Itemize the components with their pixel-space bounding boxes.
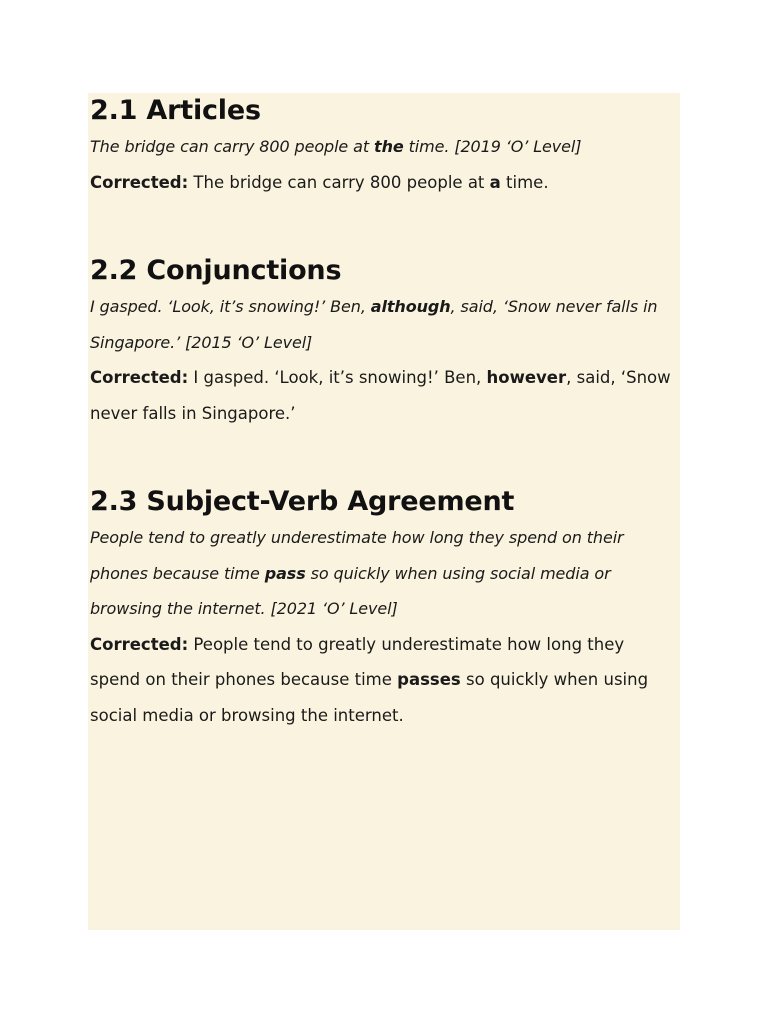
example-sentence: People tend to greatly underestimate how long they spend on their phones because time pass so quickly when using social media or browsing the internet. [2021 ‘O’ Level]: [90, 528, 624, 618]
corrected-word: passes: [397, 670, 461, 689]
content-panel: [88, 93, 680, 930]
section-heading: 2.2 Conjunctions: [90, 255, 342, 286]
section-conjunctions: [90, 253, 678, 431]
section-heading: 2.1 Articles: [90, 95, 261, 126]
corrected-sentence: Corrected: I gasped. ‘Look, it’s snowing!’ Ben, however, said, ‘Snow never falls in Singapore.’: [90, 368, 671, 423]
section-articles: [90, 93, 678, 200]
corrected-label: Corrected:: [90, 634, 189, 654]
error-word: the: [374, 137, 404, 156]
corrected-word: a: [489, 172, 501, 192]
section-subject-verb-agreement: [90, 484, 678, 733]
corrected-word: however: [486, 368, 567, 387]
example-sentence: I gasped. ‘Look, it’s snowing!’ Ben, although, said, ‘Snow never falls in Singapore.’ [2015 ‘O’ Level]: [90, 297, 658, 352]
example-sentence: The bridge can carry 800 people at the time. [2019 ‘O’ Level]: [90, 137, 582, 156]
corrected-sentence: Corrected: The bridge can carry 800 people at a time.: [90, 172, 549, 192]
corrected-label: Corrected:: [90, 368, 189, 387]
section-heading: 2.3 Subject-Verb Agreement: [90, 486, 515, 517]
error-word: although: [370, 297, 451, 316]
corrected-label: Corrected:: [90, 172, 189, 192]
error-word: pass: [264, 563, 306, 583]
corrected-sentence: Corrected: People tend to greatly underestimate how long they spend on their phones because time passes so quickly when using social media or browsing the internet.: [90, 634, 649, 725]
